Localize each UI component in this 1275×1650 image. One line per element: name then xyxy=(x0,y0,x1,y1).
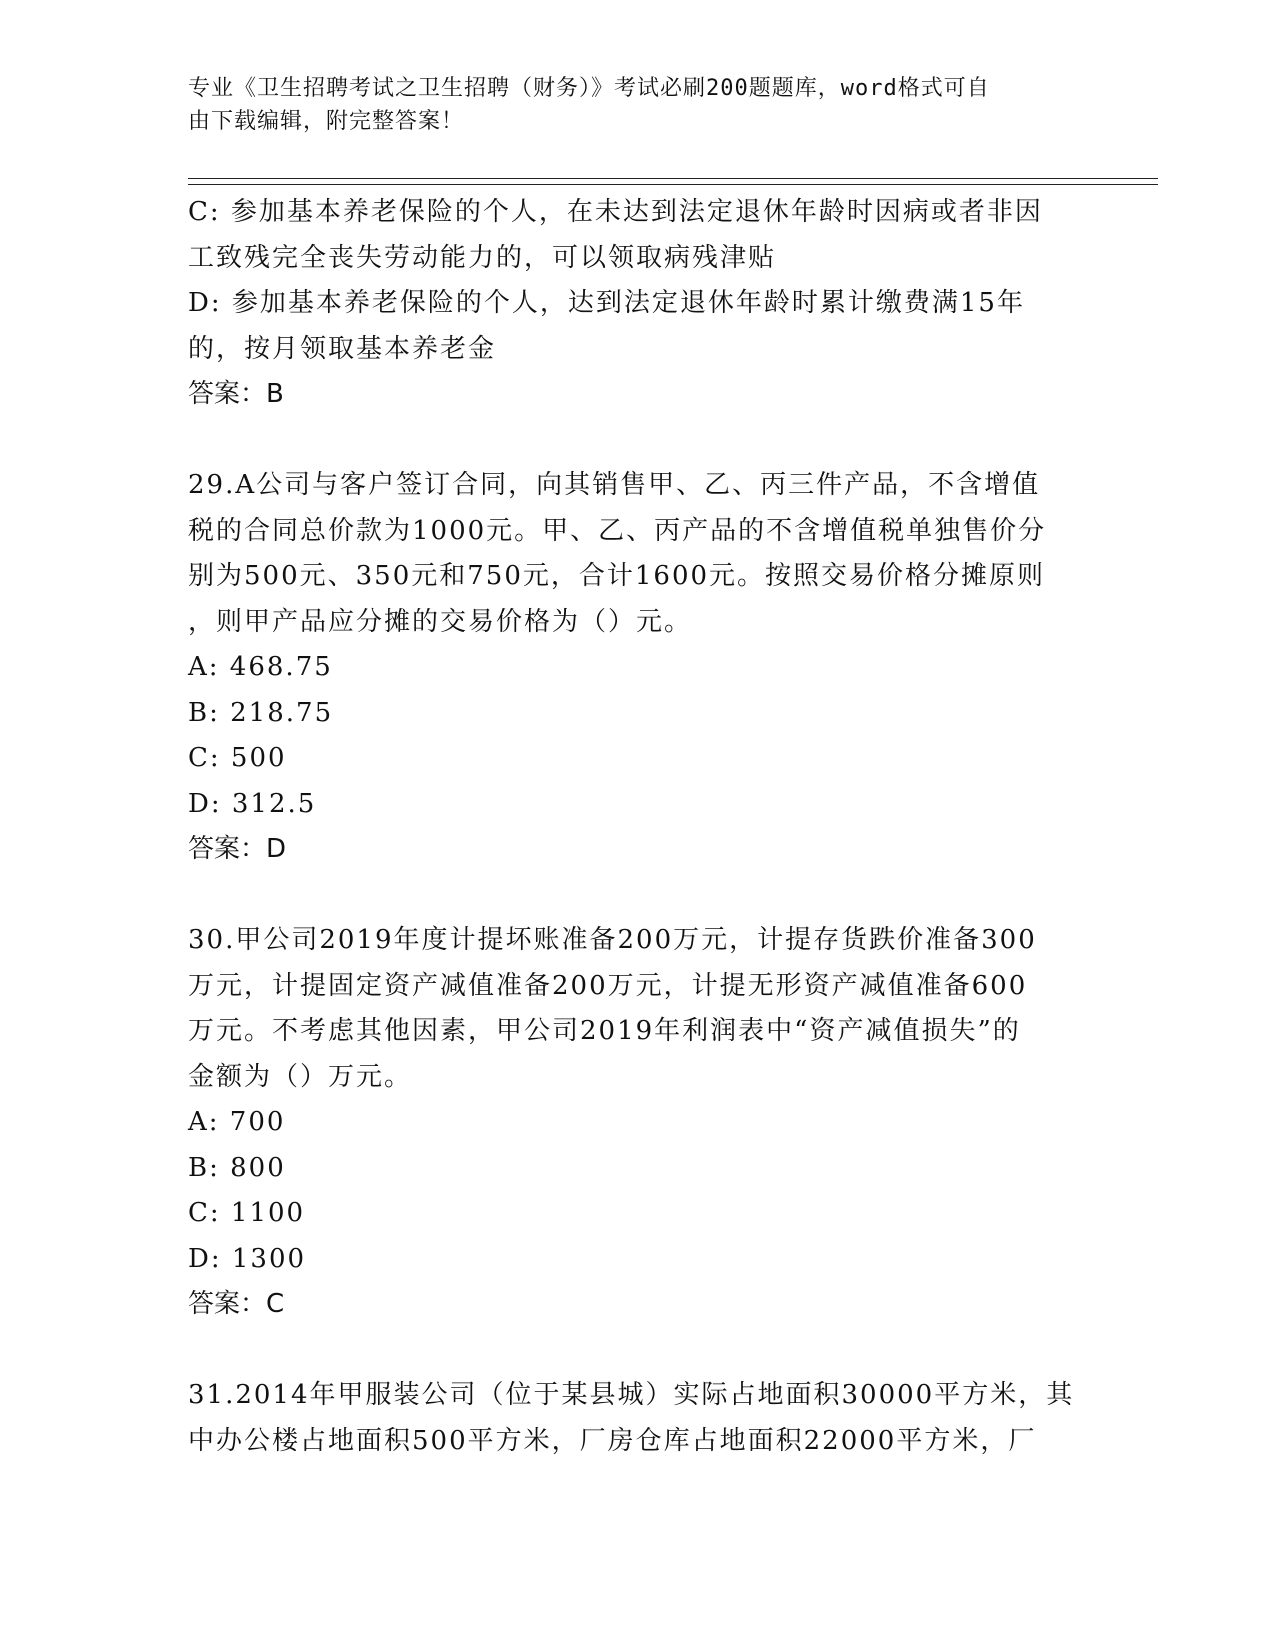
spacer xyxy=(188,1328,1088,1374)
answer-label: 答案：D xyxy=(188,834,287,864)
question-stem-line: 30.甲公司2019年度计提坏账准备200万元，计提存货跌价准备300 xyxy=(188,925,1037,955)
option-b: B: 218.75 xyxy=(188,697,334,728)
spacer xyxy=(188,873,1088,919)
option-d: D: 312.5 xyxy=(188,788,317,819)
header-divider-top xyxy=(188,178,1158,179)
question-stem-line: 中办公楼占地面积500平方米，厂房仓库占地面积22000平方米，厂 xyxy=(188,1425,1037,1456)
question-stem-line: 万元，计提固定资产减值准备200万元，计提无形资产减值准备600 xyxy=(188,970,1028,1001)
question-stem-line: 金额为（）万元。 xyxy=(188,1061,413,1092)
option-c: C: 500 xyxy=(188,743,287,773)
question-stem-line: 29.A公司与客户签订合同，向其销售甲、乙、丙三件产品，不含增值 xyxy=(188,470,1041,500)
header-title-line-1: 专业《卫生招聘考试之卫生招聘（财务）》考试必刷200题题库，word格式可自 xyxy=(188,76,990,101)
question-stem-line: 31.2014年甲服装公司（位于某县城）实际占地面积30000平方米，其 xyxy=(188,1380,1075,1410)
question-29-block xyxy=(188,463,1088,873)
question-stem-line: 税的合同总价款为1000元。甲、乙、丙产品的不含增值税单独售价分 xyxy=(188,515,1047,546)
option-d-line-1: D: 参加基本养老保险的个人，达到法定退休年龄时累计缴费满15年 xyxy=(188,288,1025,318)
option-b: B: 800 xyxy=(188,1152,286,1183)
option-c-line-2: 工致残完全丧失劳动能力的，可以领取病残津贴 xyxy=(188,242,777,273)
document-header xyxy=(188,72,1088,138)
option-d-line-2: 的，按月领取基本养老金 xyxy=(188,333,497,364)
question-30-block xyxy=(188,918,1088,1328)
option-c-line-1: C: 参加基本养老保险的个人，在未达到法定退休年龄时因病或者非因 xyxy=(188,197,1043,227)
prev-question-block xyxy=(188,190,1088,418)
question-stem-line: 别为500元、350元和750元，合计1600元。按照交易价格分摊原则 xyxy=(188,561,1046,591)
spacer xyxy=(188,418,1088,464)
option-c: C: 1100 xyxy=(188,1198,306,1228)
question-stem-line: 万元。不考虑其他因素，甲公司2019年利润表中“资产减值损失”的 xyxy=(188,1016,1021,1046)
question-content xyxy=(188,190,1088,1464)
option-d: D: 1300 xyxy=(188,1243,307,1274)
answer-label: 答案：B xyxy=(188,379,284,409)
question-stem-line: ，则甲产品应分摊的交易价格为（）元。 xyxy=(188,606,693,637)
question-31-block xyxy=(188,1373,1088,1464)
answer-label: 答案：C xyxy=(188,1289,285,1319)
option-a: A: 700 xyxy=(188,1107,286,1137)
header-title-line-2: 由下载编辑，附完整答案！ xyxy=(188,109,465,134)
header-divider-bottom xyxy=(188,184,1158,185)
option-a: A: 468.75 xyxy=(188,652,333,682)
